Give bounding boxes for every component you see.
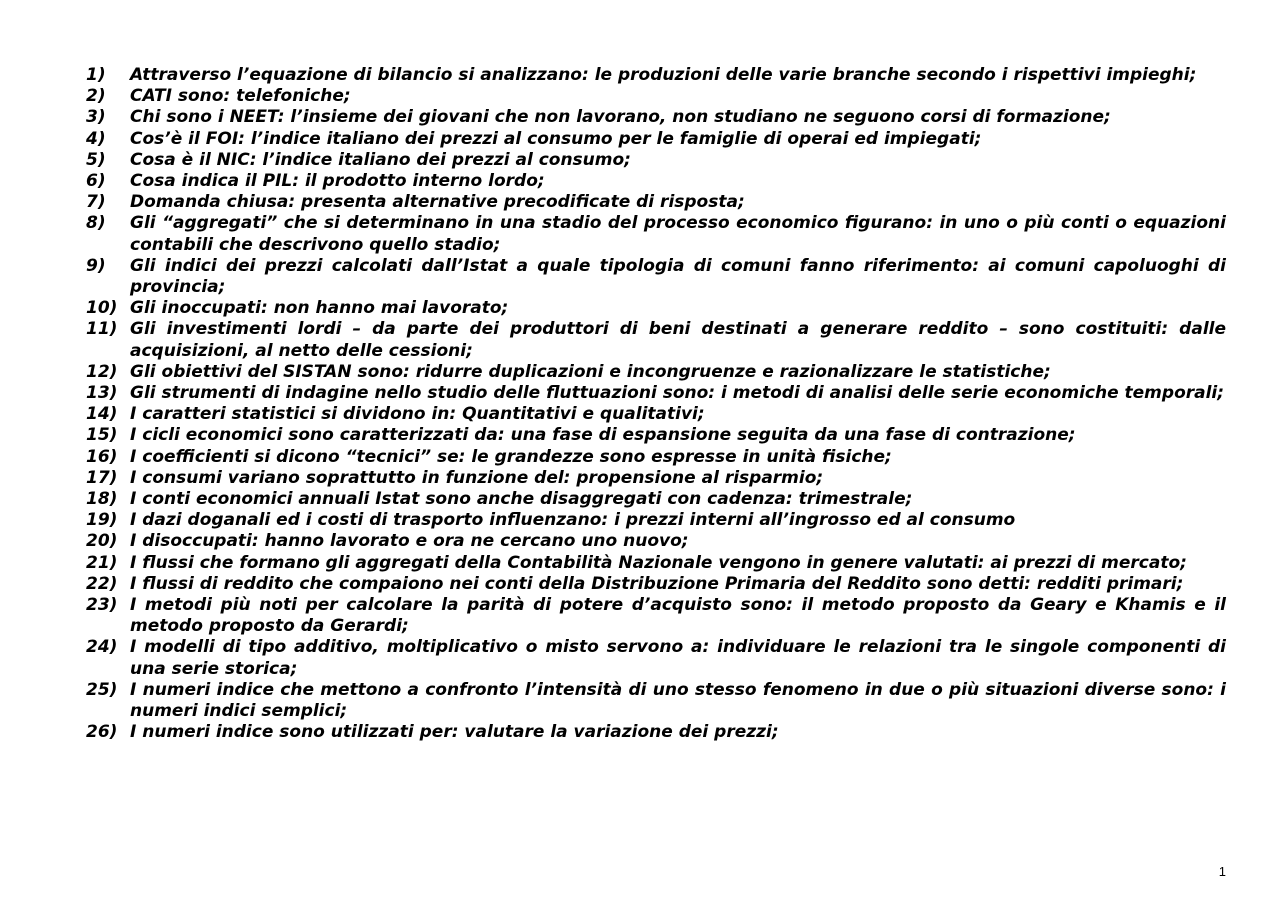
list-item xyxy=(86,171,1226,192)
item-number: 26) xyxy=(86,722,118,743)
item-number: 8) xyxy=(86,213,106,234)
item-number: 18) xyxy=(86,489,118,510)
item-number: 16) xyxy=(86,446,118,467)
list-item xyxy=(86,425,1226,446)
item-number: 9) xyxy=(86,255,106,276)
list-item xyxy=(86,722,1226,743)
list-item xyxy=(86,553,1226,574)
item-text: Chi sono i NEET: l’insieme dei giovani che non lavorano, non studiano ne seguono corsi di formazione; xyxy=(130,107,1111,128)
item-number: 11) xyxy=(86,319,118,340)
item-number: 21) xyxy=(86,552,118,573)
item-number: 14) xyxy=(86,404,118,425)
item-number: 13) xyxy=(86,383,118,404)
item-text: I metodi più noti per calcolare la parità di potere d’acquisto sono: il metodo proposto da Geary e Khamis e il metodo proposto da Gerardi; xyxy=(130,595,1226,637)
item-text: I modelli di tipo additivo, moltiplicativo o misto servono a: individuare le relazioni tra le singole componenti di una serie storica; xyxy=(130,637,1226,679)
item-text: Gli “aggregati” che si determinano in una stadio del processo economico figurano: in uno o più conti o equazioni contabili che descrivono quello stadio; xyxy=(130,213,1226,255)
item-text: CATI sono: telefoniche; xyxy=(130,86,351,107)
item-text: Cos’è il FOI: l’indice italiano dei prezzi al consumo per le famiglie di operai ed impiegati; xyxy=(130,128,982,149)
item-number: 2) xyxy=(86,86,106,107)
list-item xyxy=(86,213,1226,255)
list-item xyxy=(86,362,1226,383)
item-text: I dazi doganali ed i costi di trasporto influenzano: i prezzi interni all’ingrosso ed al consumo xyxy=(130,510,1016,531)
item-number: 19) xyxy=(86,510,118,531)
list-item xyxy=(86,298,1226,319)
item-text: Gli obiettivi del SISTAN sono: ridurre duplicazioni e incongruenze e razionalizzare le statistiche; xyxy=(130,361,1051,382)
item-number: 10) xyxy=(86,298,118,319)
list-item xyxy=(86,595,1226,637)
list-item xyxy=(86,468,1226,489)
item-text: Attraverso l’equazione di bilancio si analizzano: le produzioni delle varie branche secondo i rispettivi impieghi; xyxy=(130,65,1197,85)
item-text: Cosa indica il PIL: il prodotto interno lordo; xyxy=(130,171,545,192)
list-item xyxy=(86,107,1226,128)
item-number: 7) xyxy=(86,192,106,213)
question-answer-list xyxy=(86,65,1226,744)
item-number: 5) xyxy=(86,149,106,170)
list-item xyxy=(86,489,1226,510)
item-number: 1) xyxy=(86,65,106,85)
item-text: Gli strumenti di indagine nello studio delle fluttuazioni sono: i metodi di analisi delle serie economiche temporali; xyxy=(130,383,1225,404)
item-text: I caratteri statistici si dividono in: Quantitativi e qualitativi; xyxy=(130,404,705,425)
list-item xyxy=(86,383,1226,404)
list-item xyxy=(86,574,1226,595)
list-item xyxy=(86,129,1226,150)
list-item xyxy=(86,510,1226,531)
item-number: 12) xyxy=(86,361,118,382)
item-text: I consumi variano soprattutto in funzione del: propensione al risparmio; xyxy=(130,467,824,488)
list-item xyxy=(86,192,1226,213)
page-number: 1 xyxy=(1218,864,1226,879)
item-number: 4) xyxy=(86,128,106,149)
item-number: 22) xyxy=(86,573,118,594)
list-item xyxy=(86,256,1226,298)
item-text: I flussi che formano gli aggregati della Contabilità Nazionale vengono in genere valutati: ai prezzi di mercato; xyxy=(130,552,1187,573)
item-text: I conti economici annuali Istat sono anche disaggregati con cadenza: trimestrale; xyxy=(130,489,913,510)
item-text: Cosa è il NIC: l’indice italiano dei prezzi al consumo; xyxy=(130,149,631,170)
item-number: 24) xyxy=(86,637,118,658)
item-text: I coefficienti si dicono “tecnici” se: le grandezze sono espresse in unità fisiche; xyxy=(130,446,892,467)
item-number: 15) xyxy=(86,425,118,446)
item-number: 23) xyxy=(86,595,118,616)
item-number: 6) xyxy=(86,171,106,192)
item-number: 3) xyxy=(86,107,106,128)
item-text: I cicli economici sono caratterizzati da: una fase di espansione seguita da una fase di contrazione; xyxy=(130,425,1076,446)
item-text: Gli inoccupati: non hanno mai lavorato; xyxy=(130,298,509,319)
list-item xyxy=(86,680,1226,722)
item-text: I flussi di reddito che compaiono nei conti della Distribuzione Primaria del Reddito sono detti: redditi primari; xyxy=(130,573,1184,594)
item-text: I numeri indice che mettono a confronto l’intensità di uno stesso fenomeno in due o più situazioni diverse sono: i numeri indici semplici; xyxy=(130,679,1226,722)
list-item xyxy=(86,531,1226,552)
item-text: Domanda chiusa: presenta alternative precodificate di risposta; xyxy=(130,192,745,213)
list-item xyxy=(86,319,1226,361)
list-item xyxy=(86,65,1226,86)
item-text: Gli investimenti lordi – da parte dei produttori di beni destinati a generare reddito – sono costituiti: dalle acquisizioni, al netto delle cessioni; xyxy=(130,319,1226,361)
item-text: I disoccupati: hanno lavorato e ora ne cercano uno nuovo; xyxy=(130,531,689,552)
item-text: I numeri indice sono utilizzati per: valutare la variazione dei prezzi; xyxy=(130,722,779,743)
item-number: 25) xyxy=(86,679,118,700)
list-item xyxy=(86,150,1226,171)
item-number: 17) xyxy=(86,467,118,488)
list-item xyxy=(86,637,1226,679)
list-item xyxy=(86,86,1226,107)
item-number: 20) xyxy=(86,531,118,552)
list-item xyxy=(86,447,1226,468)
list-item xyxy=(86,404,1226,425)
item-text: Gli indici dei prezzi calcolati dall’Istat a quale tipologia di comuni fanno riferimento: ai comuni capoluoghi di provincia; xyxy=(130,255,1226,298)
